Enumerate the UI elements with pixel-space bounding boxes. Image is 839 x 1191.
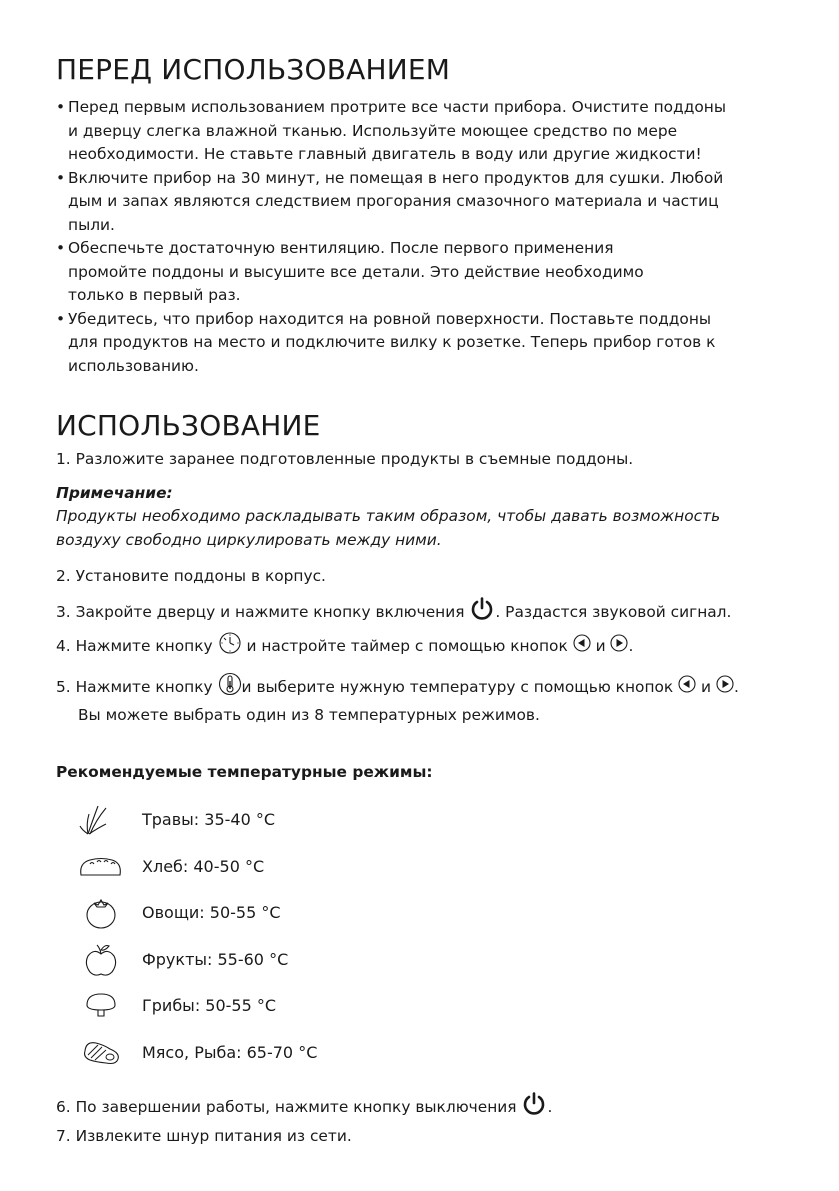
- right-arrow-icon: [716, 675, 734, 700]
- mode-item: Травы: 35-40 °C: [56, 802, 791, 849]
- herbs-icon: [76, 802, 126, 838]
- recommended-modes-title: Рекомендуемые температурные режимы:: [56, 763, 433, 781]
- bullet-item: • Перед первым использованием протрите все части прибора. Очистите поддоны и дверцу слегка влажной тканью. Используйте моющее средство по мере необходимости. Не ставьте главный двигатель в воду или другие жидкости!: [56, 96, 791, 167]
- step-6: 6. По завершении работы, нажмите кнопку выключения .: [56, 1091, 791, 1124]
- step-2: 2. Установите поддоны в корпус.: [56, 567, 326, 585]
- mode-item: Мясо, Рыба: 65-70 °C: [56, 1035, 791, 1082]
- clock-icon: [218, 631, 242, 662]
- step-1: 1. Разложите заранее подготовленные продукты в съемные поддоны.: [56, 450, 634, 468]
- section-title-usage: ИСПОЛЬЗОВАНИЕ: [56, 409, 321, 442]
- section-title-before-use: ПЕРЕД ИСПОЛЬЗОВАНИЕМ: [56, 53, 451, 86]
- right-arrow-icon: [610, 634, 628, 659]
- mushroom-icon: [76, 988, 126, 1024]
- temperature-modes-list: [56, 802, 791, 1081]
- mode-item: Грибы: 50-55 °C: [56, 988, 791, 1035]
- before-use-list: [56, 96, 791, 378]
- thermometer-icon: [218, 672, 242, 703]
- mode-item: Фрукты: 55-60 °C: [56, 942, 791, 989]
- note-text: Продукты необходимо раскладывать таким образом, чтобы давать возможность воздуху свободно циркулировать между ними.: [56, 507, 721, 549]
- tomato-icon: [76, 895, 126, 931]
- bread-icon: [76, 849, 126, 885]
- manual-page: [56, 52, 791, 1148]
- mode-item: Хлеб: 40-50 °C: [56, 849, 791, 896]
- apple-icon: [76, 942, 126, 978]
- bullet-item: • Убедитесь, что прибор находится на ровной поверхности. Поставьте поддоны для продуктов на место и подключите вилку к розетке. Теперь прибор готов к использованию.: [56, 308, 791, 379]
- power-icon: [469, 596, 495, 629]
- step-7: 7. Извлеките шнур питания из сети.: [56, 1127, 352, 1145]
- left-arrow-icon: [678, 675, 696, 700]
- note-label: Примечание:: [56, 483, 173, 502]
- power-icon: [521, 1091, 547, 1124]
- step-3: 3. Закройте дверцу и нажмите кнопку включения . Раздастся звуковой сигнал.: [56, 596, 791, 629]
- mode-item: Овощи: 50-55 °C: [56, 895, 791, 942]
- left-arrow-icon: [573, 634, 591, 659]
- bullet-item: • Включите прибор на 30 минут, не помещая в него продуктов для сушки. Любой дым и запах являются следствием прогорания смазочного материала и частиц пыли.: [56, 167, 791, 238]
- bullet-item: • Обеспечьте достаточную вентиляцию. После первого применения промойте поддоны и высушите все детали. Это действие необходимо только в первый раз.: [56, 237, 791, 308]
- step-4: 4. Нажмите кнопку и настройте таймер с помощью кнопок и .: [56, 631, 791, 662]
- meat-icon: [76, 1035, 126, 1071]
- step-5: 5. Нажмите кнопку и выберите нужную температуру с помощью кнопок и . Вы можете выбрать один из 8 температурных режимов.: [56, 672, 791, 727]
